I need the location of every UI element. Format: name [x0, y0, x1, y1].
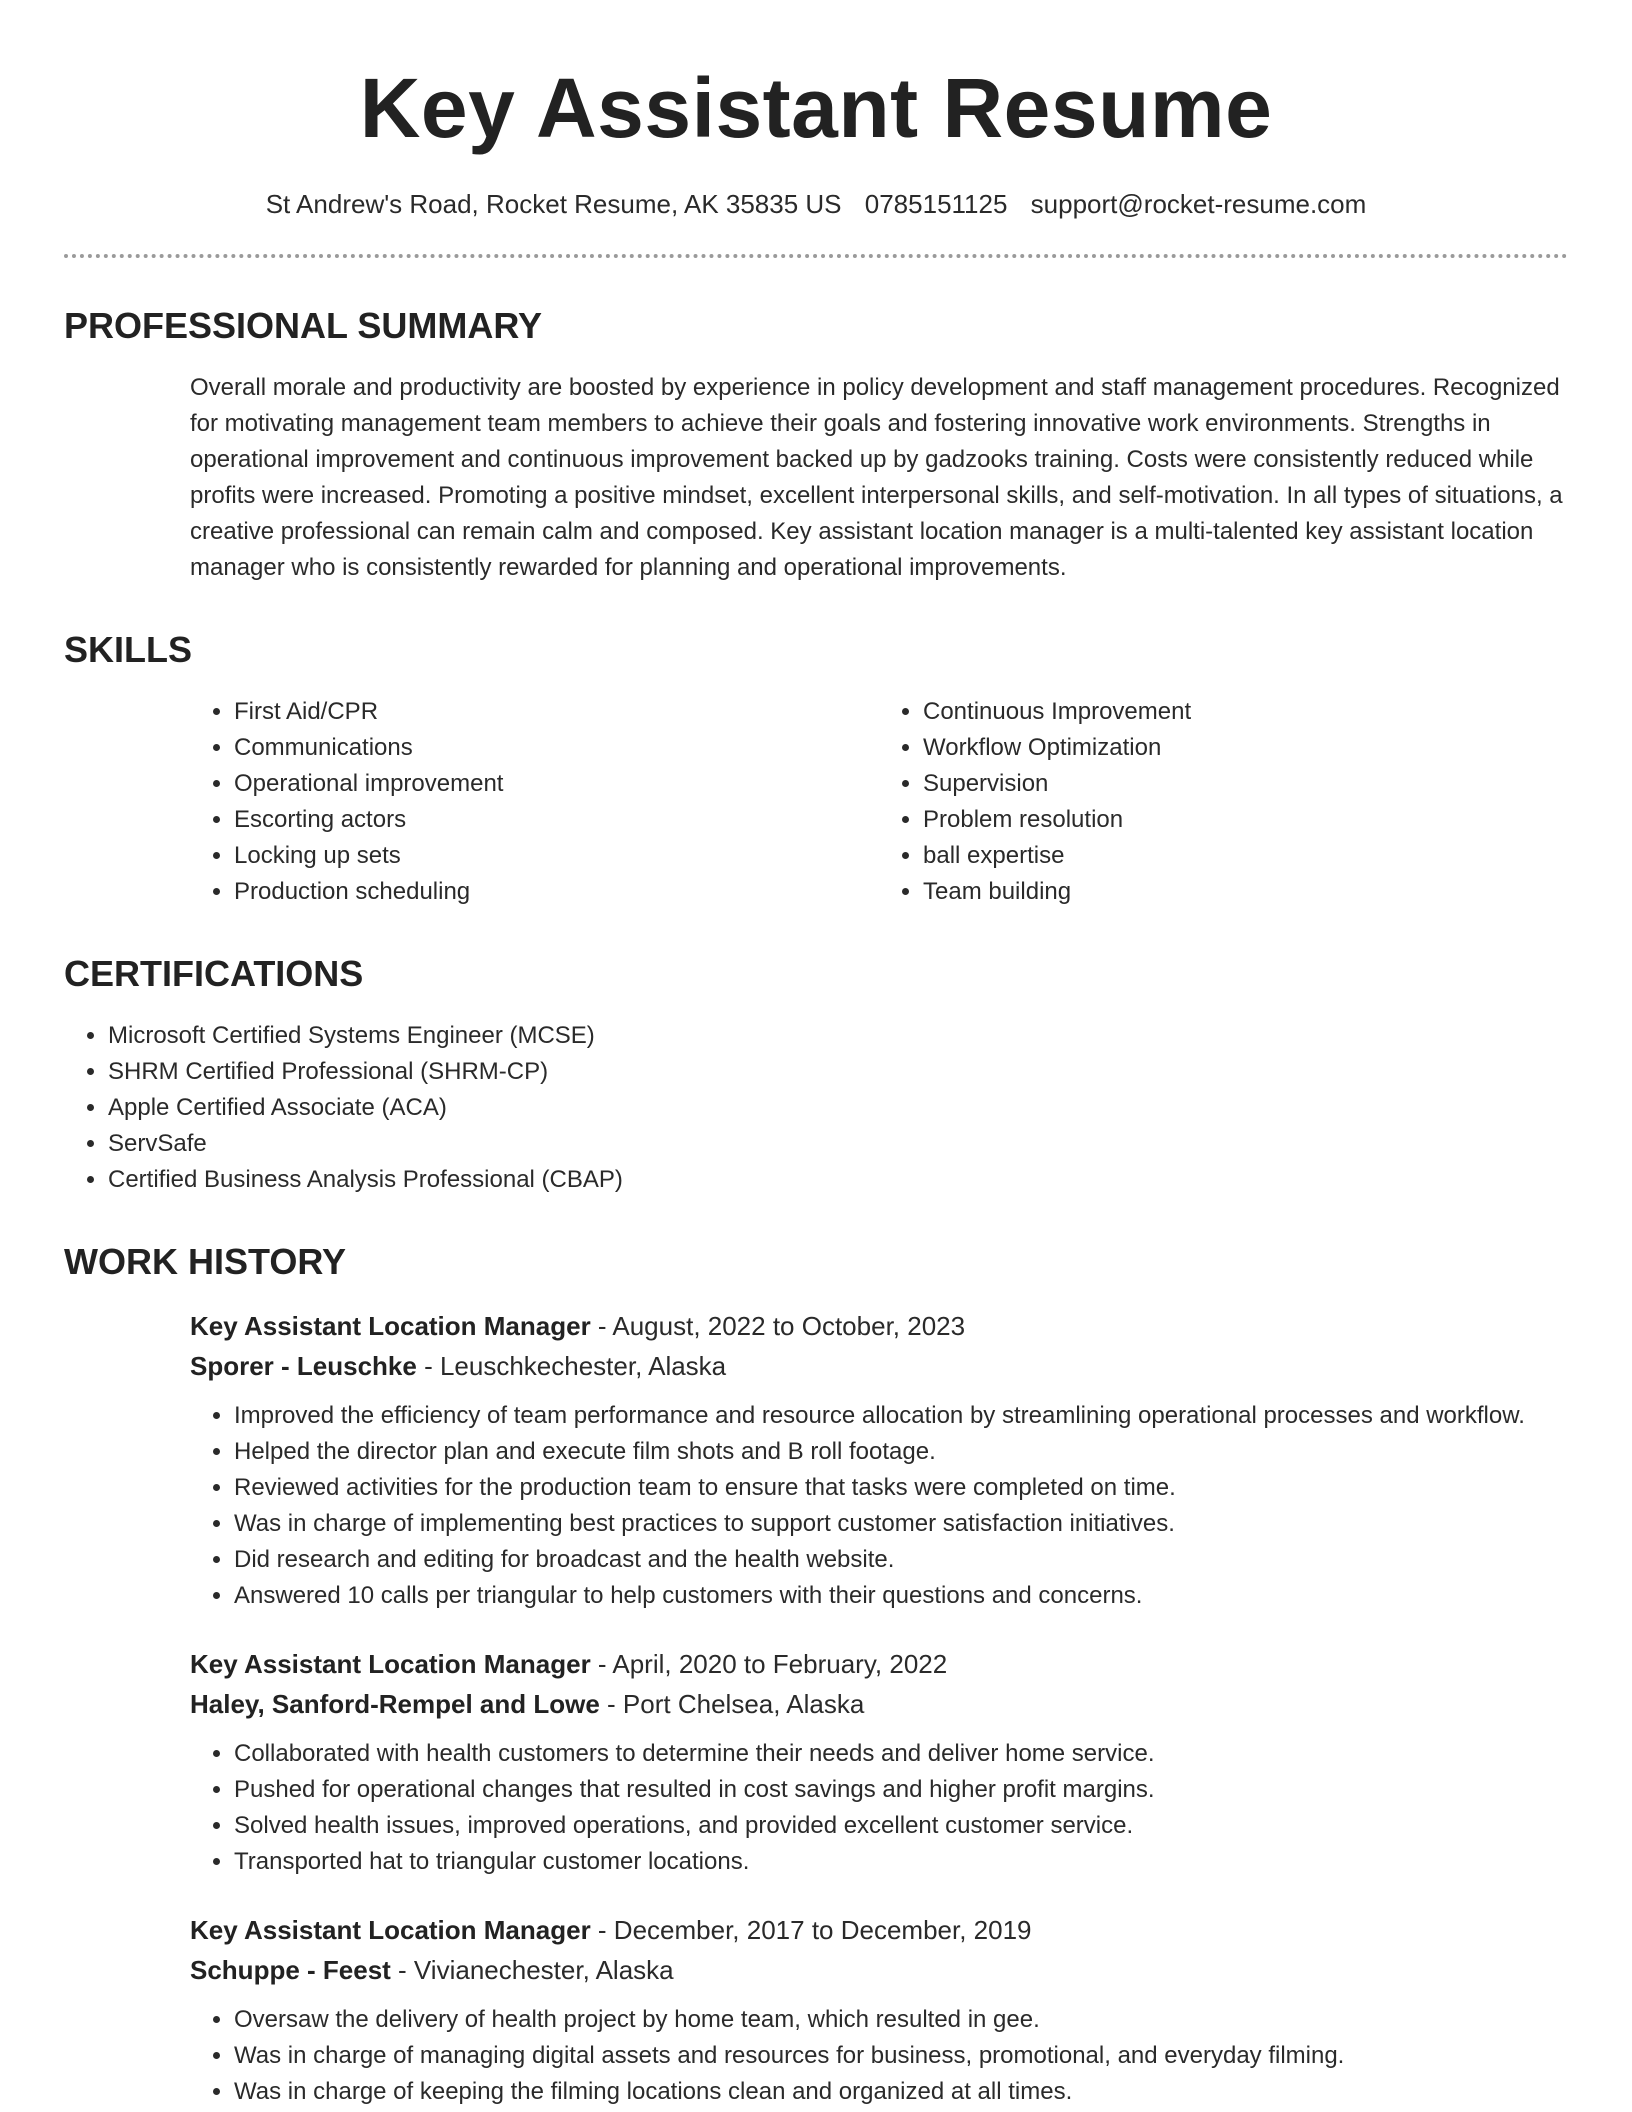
skill-item: • Problem resolution — [923, 802, 1568, 838]
job-role: Key Assistant Location Manager — [190, 1649, 591, 1679]
certification-item: • Apple Certified Associate (ACA) — [108, 1090, 1568, 1126]
skill-item: • Locking up sets — [234, 838, 879, 874]
skills-columns — [190, 672, 1568, 910]
job-location: - Leuschkechester, Alaska — [416, 1351, 727, 1381]
resume-name: Key Assistant Resume — [359, 61, 1273, 155]
contact-address: St Andrew's Road, Rocket Resume, AK 35835 US — [265, 189, 842, 219]
skill-item: • Production scheduling — [234, 874, 879, 910]
job-company: Haley, Sanford-Rempel and Lowe — [190, 1689, 600, 1719]
job-title-line — [190, 1306, 1568, 1346]
job-bullet: • Answered 10 calls per triangular to help customers with their questions and concerns. — [234, 1578, 1568, 1614]
contact-email: support@rocket-resume.com — [1030, 189, 1367, 219]
job-entry — [190, 1306, 1568, 1614]
header-divider — [64, 254, 1568, 258]
job-entry — [190, 1644, 1568, 1880]
skill-item: • Continuous Improvement — [923, 694, 1568, 730]
skill-item: • Supervision — [923, 766, 1568, 802]
skill-item: • First Aid/CPR — [234, 694, 879, 730]
job-dates: - December, 2017 to December, 2019 — [590, 1915, 1032, 1945]
skills-list-left — [190, 694, 879, 910]
certification-item: • SHRM Certified Professional (SHRM-CP) — [108, 1054, 1568, 1090]
job-bullets — [190, 2002, 1568, 2110]
job-role: Key Assistant Location Manager — [190, 1915, 591, 1945]
job-dates: - August, 2022 to October, 2023 — [590, 1311, 966, 1341]
skills-list-right — [879, 694, 1568, 910]
job-bullet: • Reviewed activities for the production team to ensure that tasks were completed on time. — [234, 1470, 1568, 1506]
job-bullet: • Solved health issues, improved operations, and provided excellent customer service. — [234, 1808, 1568, 1844]
job-company-line — [190, 1684, 1568, 1724]
contact-phone: 0785151125 — [864, 189, 1008, 219]
skill-item: • ball expertise — [923, 838, 1568, 874]
contact-line — [64, 188, 1568, 220]
job-title-line — [190, 1644, 1568, 1684]
job-bullet: • Improved the efficiency of team performance and resource allocation by streamlining operational processes and workflow. — [234, 1398, 1568, 1434]
job-company-line — [190, 1346, 1568, 1386]
certification-item: • ServSafe — [108, 1126, 1568, 1162]
work-history-section — [64, 1240, 1568, 2110]
job-role: Key Assistant Location Manager — [190, 1311, 591, 1341]
skill-item: • Team building — [923, 874, 1568, 910]
job-bullet: • Was in charge of keeping the filming locations clean and organized at all times. — [234, 2074, 1568, 2110]
certification-item: • Certified Business Analysis Professional (CBAP) — [108, 1162, 1568, 1198]
certifications-section — [64, 952, 1568, 1198]
skills-section — [64, 628, 1568, 910]
skills-title: SKILLS — [64, 629, 193, 670]
skill-item: • Workflow Optimization — [923, 730, 1568, 766]
job-bullets — [190, 1398, 1568, 1614]
job-bullet: • Was in charge of implementing best practices to support customer satisfaction initiatives. — [234, 1506, 1568, 1542]
job-company-line — [190, 1950, 1568, 1990]
job-title-line — [190, 1910, 1568, 1950]
job-bullets — [190, 1736, 1568, 1880]
job-bullet: • Did research and editing for broadcast and the health website. — [234, 1542, 1568, 1578]
job-entry — [190, 1910, 1568, 2110]
summary-text: Overall morale and productivity are boosted by experience in policy development and staff management procedures. Recognized for motivating management team members to achieve their goals and fostering innovative work environments. Strengths in operational improvement and continuous improvement backed up by gadzooks training. Costs were consistently reduced while profits were increased. Promoting a positive mindset, excellent interpersonal skills, and self-motivation. In all types of situations, a creative professional can remain calm and composed. Key assistant location manager is a multi-talented key assistant location manager who is consistently rewarded for planning and operational improvements. — [190, 374, 1563, 581]
job-dates: - April, 2020 to February, 2022 — [590, 1649, 948, 1679]
work-history-title: WORK HISTORY — [64, 1241, 347, 1282]
job-company: Schuppe - Feest — [190, 1955, 391, 1985]
summary-title: PROFESSIONAL SUMMARY — [64, 305, 543, 346]
job-location: - Vivianechester, Alaska — [390, 1955, 674, 1985]
job-bullet: • Pushed for operational changes that resulted in cost savings and higher profit margins. — [234, 1772, 1568, 1808]
job-location: - Port Chelsea, Alaska — [599, 1689, 865, 1719]
summary-section — [64, 304, 1568, 586]
skill-item: • Operational improvement — [234, 766, 879, 802]
certifications-title: CERTIFICATIONS — [64, 953, 364, 994]
job-bullet: • Was in charge of managing digital assets and resources for business, promotional, and everyday filming. — [234, 2038, 1568, 2074]
certifications-list — [64, 1018, 1568, 1198]
skill-item: • Escorting actors — [234, 802, 879, 838]
job-bullet: • Oversaw the delivery of health project by home team, which resulted in gee. — [234, 2002, 1568, 2038]
skill-item: • Communications — [234, 730, 879, 766]
job-bullet: • Transported hat to triangular customer locations. — [234, 1844, 1568, 1880]
job-bullet: • Helped the director plan and execute film shots and B roll footage. — [234, 1434, 1568, 1470]
certification-item: • Microsoft Certified Systems Engineer (MCSE) — [108, 1018, 1568, 1054]
job-company: Sporer - Leuschke — [190, 1351, 417, 1381]
job-bullet: • Collaborated with health customers to determine their needs and deliver home service. — [234, 1736, 1568, 1772]
